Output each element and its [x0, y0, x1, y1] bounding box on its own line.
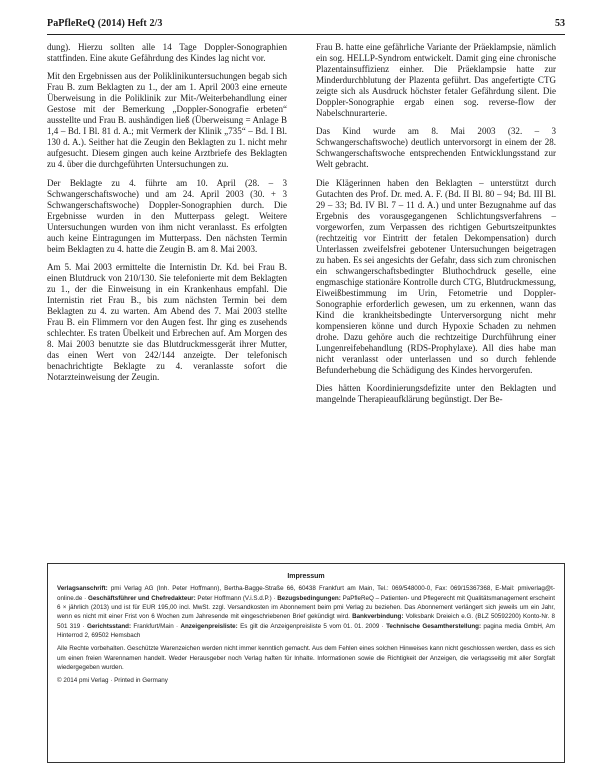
right-column	[316, 42, 556, 412]
label: Verlagsanschrift:	[57, 585, 108, 593]
label: Gerichtsstand:	[86, 622, 132, 630]
paragraph: Frau B. hatte eine gefährliche Variante der Präeklampsie, nämlich ein sog. HELLP-Syndrom entwickelt. Damit ging eine chronische Plazentainsuffizienz einher. Die Präeklampsie hatte zur Minderdurchblutung der Plazenta geführt. Das angefertigte CTG zeigte sich als Ausdruck höchster fetaler Gefährdung silent. Die Doppler-Sonographie ergab einen sog. reverse-flow der Nabelschnurarterie.	[316, 42, 556, 119]
paragraph: Die Klägerinnen haben den Beklagten – unterstützt durch Gutachten des Prof. Dr. med. A. F. (Bd. II Bl. 80 – 94; Bd. III Bl. 29 – 33; Bd. IV Bl. 7 – 11 d. A.) und unter Bezugnahme auf das Ergebnis des vorausgegangenen Schlichtungsverfahrens – vorgeworfen, zum Verpassen des richtigen Geburtszeitpunktes (rechtzeitig vor Eintritt der fetalen Dekompensation) durch Unterlassen zweifelsfrei gebotener Untersuchungen beigetragen zu haben. Es sei angesichts der Gefahr, dass sich zum chronischen ein schwangerschaftsbedingter Bluthochdruck geselle, eine engmaschige stationäre Kontrolle durch CTG, Blutdruckmessung, Eiweißbestimmung im Urin, Fetometrie und Doppler-Sonographie erforderlich gewesen, um zu erkennen, wann das Kind die krankheitsbedingte Unterversorgung nicht mehr kompensieren könne und durch Hypoxie Schaden zu nehmen drohe. Dazu gehöre auch die rechtzeitige Durchführung einer Lungenreifebehandlung (RDS-Prophylaxe). All dies habe man nicht veranlasst oder unterlassen und so durch fehlende Befunderhebung die Schädigung des Kindes hervorgerufen.	[316, 177, 556, 376]
text: PaPfleReQ – Patienten- und Pflegerecht mit Qualitätsmanagement erscheint 6 × jährlich (2013) und ist für EUR 195,00 incl. MwSt. zzgl. Versandkosten im Abonnement beim pmi Verlag zu beziehen. Das Abonnement verlängert sich jeweils um ein Jahr, wenn es nicht mit einer Frist von 6 Wochen zum Jahresende mit eingeschriebenen Brief gekündigt wird.	[57, 594, 555, 621]
label: Geschäftsführer und Chefredakteur:	[87, 594, 196, 602]
label: Bezugsbedingungen:	[277, 594, 341, 602]
text: Frankfurt/Main ·	[131, 622, 181, 630]
page-number: 53	[555, 18, 565, 29]
paragraph: Der Beklagte zu 4. führte am 10. April (28. – 3 Schwangerschaftswoche) und am 24. April 2003 (30. + 3 Schwangerschaftswoche) Doppler-Sonographien durch. Die Ergebnisse wurden in den Mutterpass gelegt. Weitere Untersuchungen wurden von ihm nicht veranlasst. Es erfolgten auch keine Eintragungen im Mutterpass. Den nächsten Termin beim Beklagten zu 4. hatte die Zeugin B. am 8. Mai 2003.	[47, 177, 287, 254]
text: Es gilt die Anzeigenpreisliste 5 vom 01. 01. 2009 ·	[237, 622, 387, 630]
text: Volksbank Dreieich e.G. (BLZ 50592200) Konto-Nr. 8 501 319 ·	[57, 613, 555, 630]
header-rule	[47, 34, 565, 35]
paragraph: Das Kind wurde am 8. Mai 2003 (32. – 3 Schwangerschaftswoche) deutlich untervorsorgt in einem der 28. Schwangerschaftswoche entsprechenden Entwicklungsstand zur Welt gebracht.	[316, 126, 556, 170]
text: pmi Verlag AG (Inh. Peter Hoffmann), Bertha-Bagge-Straße 66, 60438 Frankfurt am Main, Tel.: 069/548000-0, Fax: 069/15367368, E-Mail: pmiverlag@t-online.de ·	[57, 585, 555, 602]
left-column	[47, 42, 287, 390]
impressum-title: Impressum	[287, 573, 325, 580]
paragraph: Mit den Ergebnissen aus der Poliklinikuntersuchungen begab sich Frau B. zum Beklagten zu 1., der am 1. April 2003 eine erneute Überweisung in die Poliklinik zur Mit-/Weiterbehandlung einer Gestose mit der Bemerkung „Doppler-Sonografie erbeten“ ausstellte und Frau B. aushändigen ließ (Überweisung = Anlage B 1,4 – Bd. I Bl. 81 d. A.; mit Vermerk der Klinik „735“ – Bd. I Bl. 130 d. A.). Seither hat die Zeugin den Beklagten zu 1. nicht mehr aufgesucht. Diesem gingen auch keine Arztbriefe des Beklagten zu 4. über die durchgeführten Untersuchungen zu.	[47, 71, 287, 170]
text: Peter Hoffmann (V.i.S.d.P.) ·	[195, 594, 278, 602]
paragraph: Am 5. Mai 2003 ermittelte die Internistin Dr. Kd. bei Frau B. einen Blutdruck von 210/130. Sie telefonierte mit dem Beklagten zu 1., der die Einweisung in ein Krankenhaus empfahl. Die Internistin riet Frau B., bis zum nächsten Termin bei dem Beklagten zu 4. zu warten. Am Abend des 7. Mai 2003 stellte Frau B. ein Flimmern vor den Augen fest. Ihr ging es zusehends schlechter. Es traten Übelkeit und Erbrechen auf. Am Morgen des 8. Mai 2003 benutzte sie das Blutdruckmessgerät ihrer Mutter, das einen Wert von 242/144 anzeigte. Der telefonisch benachrichtigte Beklagte zu 4. veranlasste sofort die Notarzteinweisung der Zeugin.	[47, 261, 287, 383]
paragraph: dung). Hierzu sollten alle 14 Tage Doppler-Sonographien stattfinden. Eine akute Gefährdung des Kindes lag nicht vor.	[47, 42, 287, 64]
label: Bankverbindung:	[352, 613, 404, 621]
text: pagina media GmbH, Am Hinterrod 2, 69502 Hemsbach	[57, 622, 555, 640]
impressum-box	[47, 563, 565, 763]
label: Technische Gesamtherstellung:	[386, 622, 482, 630]
impressum-copyright: © 2014 pmi Verlag · Printed in Germany	[57, 677, 168, 685]
running-header	[47, 18, 565, 34]
label: Anzeigenpreisliste:	[180, 622, 238, 630]
journal-title: PaPfleReQ (2014) Heft 2/3	[47, 18, 163, 29]
paragraph: Dies hätten Koordinierungsdefizite unter den Beklagten und mangelnde Therapieaufklärung begünstigt. Der Be-	[316, 383, 556, 405]
impressum-publisher-info	[57, 584, 555, 640]
impressum-rights: Alle Rechte vorbehalten. Geschützte Warenzeichen werden nicht immer kenntlich gemacht. Aus dem Fehlen eines solchen Hinweises kann nicht geschlossen werden, dass es sich um einen freien Warennamen handelt. Weder Herausgeber noch Verlag haften für Inhalte. Informationen sowie die Richtigkeit der Anzeigen, die verlagsseitig mit aller Sorgfalt wiedergegeben wurden.	[57, 645, 555, 672]
